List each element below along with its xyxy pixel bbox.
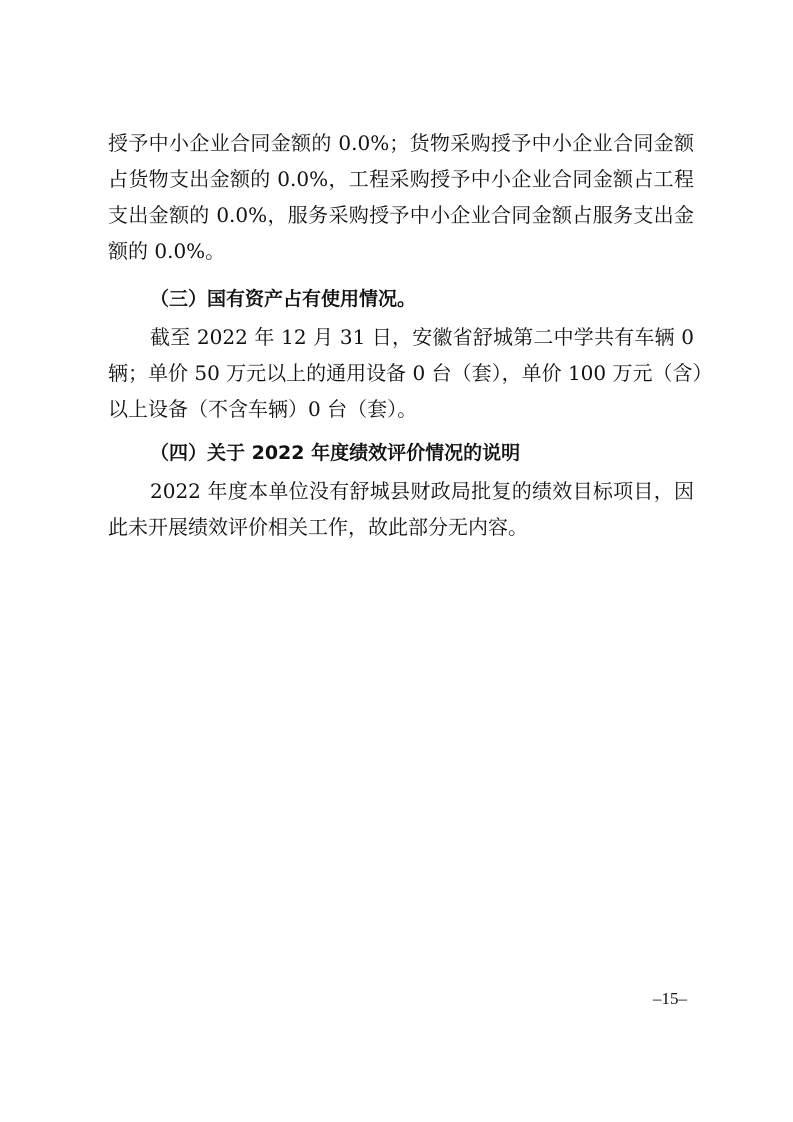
section-heading: （四）关于 2022 年度绩效评价情况的说明 <box>150 442 521 464</box>
paragraph-line: 支出金额的 0.0%，服务采购授予中小企业合同金额占服务支出金 <box>108 203 694 227</box>
paragraph-line: 额的 0.0%。 <box>108 239 226 263</box>
paragraph-line: 占货物支出金额的 0.0%，工程采购授予中小企业合同金额占工程 <box>108 167 694 191</box>
paragraph-line: 2022 年度本单位没有舒城县财政局批复的绩效目标项目，因 <box>150 479 694 503</box>
paragraph-line: 辆；单价 50 万元以上的通用设备 0 台（套），单价 100 万元（含） <box>108 361 713 385</box>
paragraph-line: 截至 2022 年 12 月 31 日，安徽省舒城第二中学共有车辆 0 <box>150 325 694 349</box>
section-heading: （三）国有资产占有使用情况。 <box>150 288 417 310</box>
paragraph-line: 以上设备（不含车辆）0 台（套）。 <box>108 397 418 421</box>
page-number: –15– <box>653 989 687 1008</box>
paragraph-line: 授予中小企业合同金额的 0.0%；货物采购授予中小企业合同金额 <box>108 131 694 155</box>
paragraph-line: 此未开展绩效评价相关工作，故此部分无内容。 <box>108 515 528 539</box>
